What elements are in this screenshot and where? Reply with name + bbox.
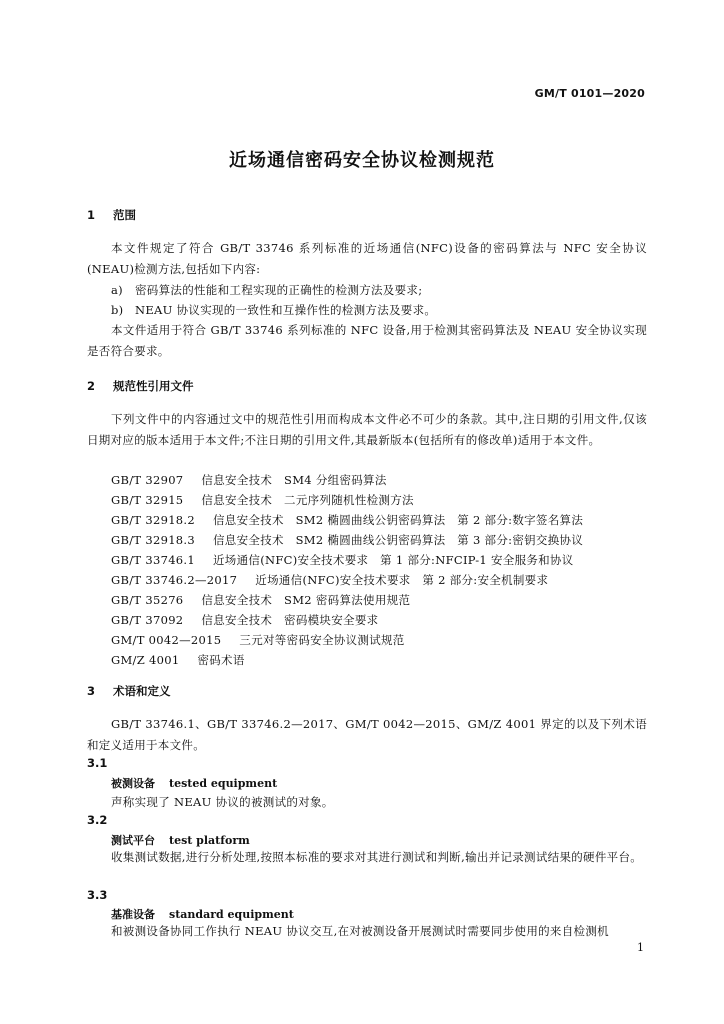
reference-code: GM/T 0042—2015 [111, 633, 222, 647]
reference-item [111, 612, 378, 628]
term-zh: 测试平台 [111, 834, 155, 847]
list-item [111, 282, 422, 298]
reference-item [111, 512, 583, 528]
list-item [111, 302, 436, 318]
reference-item [111, 492, 414, 508]
page-number: 1 [637, 941, 644, 954]
term-name [111, 775, 277, 791]
reference-code: GB/T 32907 [111, 473, 184, 487]
reference-title: 信息安全技术 二元序列随机性检测方法 [201, 493, 414, 507]
list-item-label: a) [111, 283, 123, 297]
term-en: standard equipment [169, 908, 294, 921]
reference-item [111, 472, 387, 488]
section-1-intro: 本文件规定了符合 GB/T 33746 系列标准的近场通信(NFC)设备的密码算法与 NFC 安全协议(NEAU)检测方法,包括如下内容: [87, 241, 647, 276]
section-2-heading [87, 378, 194, 394]
section-number: 3 [87, 684, 96, 698]
term-zh: 被测设备 [111, 777, 155, 790]
reference-code: GM/Z 4001 [111, 653, 180, 667]
term-zh: 基准设备 [111, 908, 155, 921]
list-item-text: 密码算法的性能和工程实现的正确性的检测方法及要求; [135, 283, 423, 297]
term-number: 3.2 [87, 813, 108, 827]
term-number: 3.3 [87, 888, 108, 902]
reference-item [111, 652, 245, 668]
reference-title: 信息安全技术 SM2 密码算法使用规范 [201, 593, 411, 607]
reference-code: GB/T 35276 [111, 593, 184, 607]
term-number: 3.1 [87, 756, 108, 770]
reference-item [111, 532, 583, 548]
section-number: 1 [87, 208, 96, 222]
section-title: 范围 [113, 208, 136, 222]
reference-item [111, 572, 548, 588]
standard-number: GM/T 0101—2020 [534, 87, 645, 100]
term-definition: 声称实现了 NEAU 协议的被测试的对象。 [111, 795, 334, 809]
term-en: tested equipment [169, 777, 278, 790]
reference-code: GB/T 32915 [111, 493, 184, 507]
term-definition: 和被测设备协同工作执行 NEAU 协议交互,在对被测设备开展测试时需要同步使用的来自检测机 [111, 924, 609, 938]
list-item-text: NEAU 协议实现的一致性和互操作性的检测方法及要求。 [135, 303, 437, 317]
reference-title: 近场通信(NFC)安全技术要求 第 2 部分:安全机制要求 [255, 573, 549, 587]
section-1-applicability: 本文件适用于符合 GB/T 33746 系列标准的 NFC 设备,用于检测其密码算法及 NEAU 安全协议实现是否符合要求。 [87, 323, 647, 358]
reference-code: GB/T 32918.2 [111, 513, 195, 527]
reference-code: GB/T 37092 [111, 613, 184, 627]
reference-code: GB/T 33746.2—2017 [111, 573, 238, 587]
reference-code: GB/T 33746.1 [111, 553, 195, 567]
term-en: test platform [169, 834, 250, 847]
reference-title: 信息安全技术 SM4 分组密码算法 [201, 473, 387, 487]
section-2-intro: 下列文件中的内容通过文中的规范性引用而构成本文件必不可少的条款。其中,注日期的引用文件,仅该日期对应的版本适用于本文件;不注日期的引用文件,其最新版本(包括所有的修改单)适用于本文件。 [87, 412, 647, 447]
reference-title: 信息安全技术 SM2 椭圆曲线公钥密码算法 第 3 部分:密钥交换协议 [213, 533, 584, 547]
reference-title: 信息安全技术 SM2 椭圆曲线公钥密码算法 第 2 部分:数字签名算法 [213, 513, 584, 527]
section-3-heading [87, 683, 171, 699]
reference-code: GB/T 32918.3 [111, 533, 195, 547]
document-title: 近场通信密码安全协议检测规范 [229, 150, 495, 171]
list-item-label: b) [111, 303, 124, 317]
reference-title: 密码术语 [197, 653, 245, 667]
section-1-heading [87, 207, 136, 223]
reference-item [111, 592, 410, 608]
reference-title: 近场通信(NFC)安全技术要求 第 1 部分:NFCIP-1 安全服务和协议 [213, 553, 574, 567]
term-name [111, 906, 294, 922]
reference-item [111, 632, 405, 648]
section-title: 术语和定义 [113, 684, 171, 698]
section-number: 2 [87, 379, 96, 393]
section-title: 规范性引用文件 [113, 379, 194, 393]
reference-item [111, 552, 574, 568]
section-3-intro: GB/T 33746.1、GB/T 33746.2—2017、GM/T 0042—2015、GM/Z 4001 界定的以及下列术语和定义适用于本文件。 [87, 717, 647, 752]
term-definition: 收集测试数据,进行分析处理,按照本标准的要求对其进行测试和判断,输出并记录测试结果的硬件平台。 [111, 850, 643, 864]
reference-title: 信息安全技术 密码模块安全要求 [201, 613, 379, 627]
term-name [111, 832, 250, 848]
reference-title: 三元对等密码安全协议测试规范 [239, 633, 405, 647]
